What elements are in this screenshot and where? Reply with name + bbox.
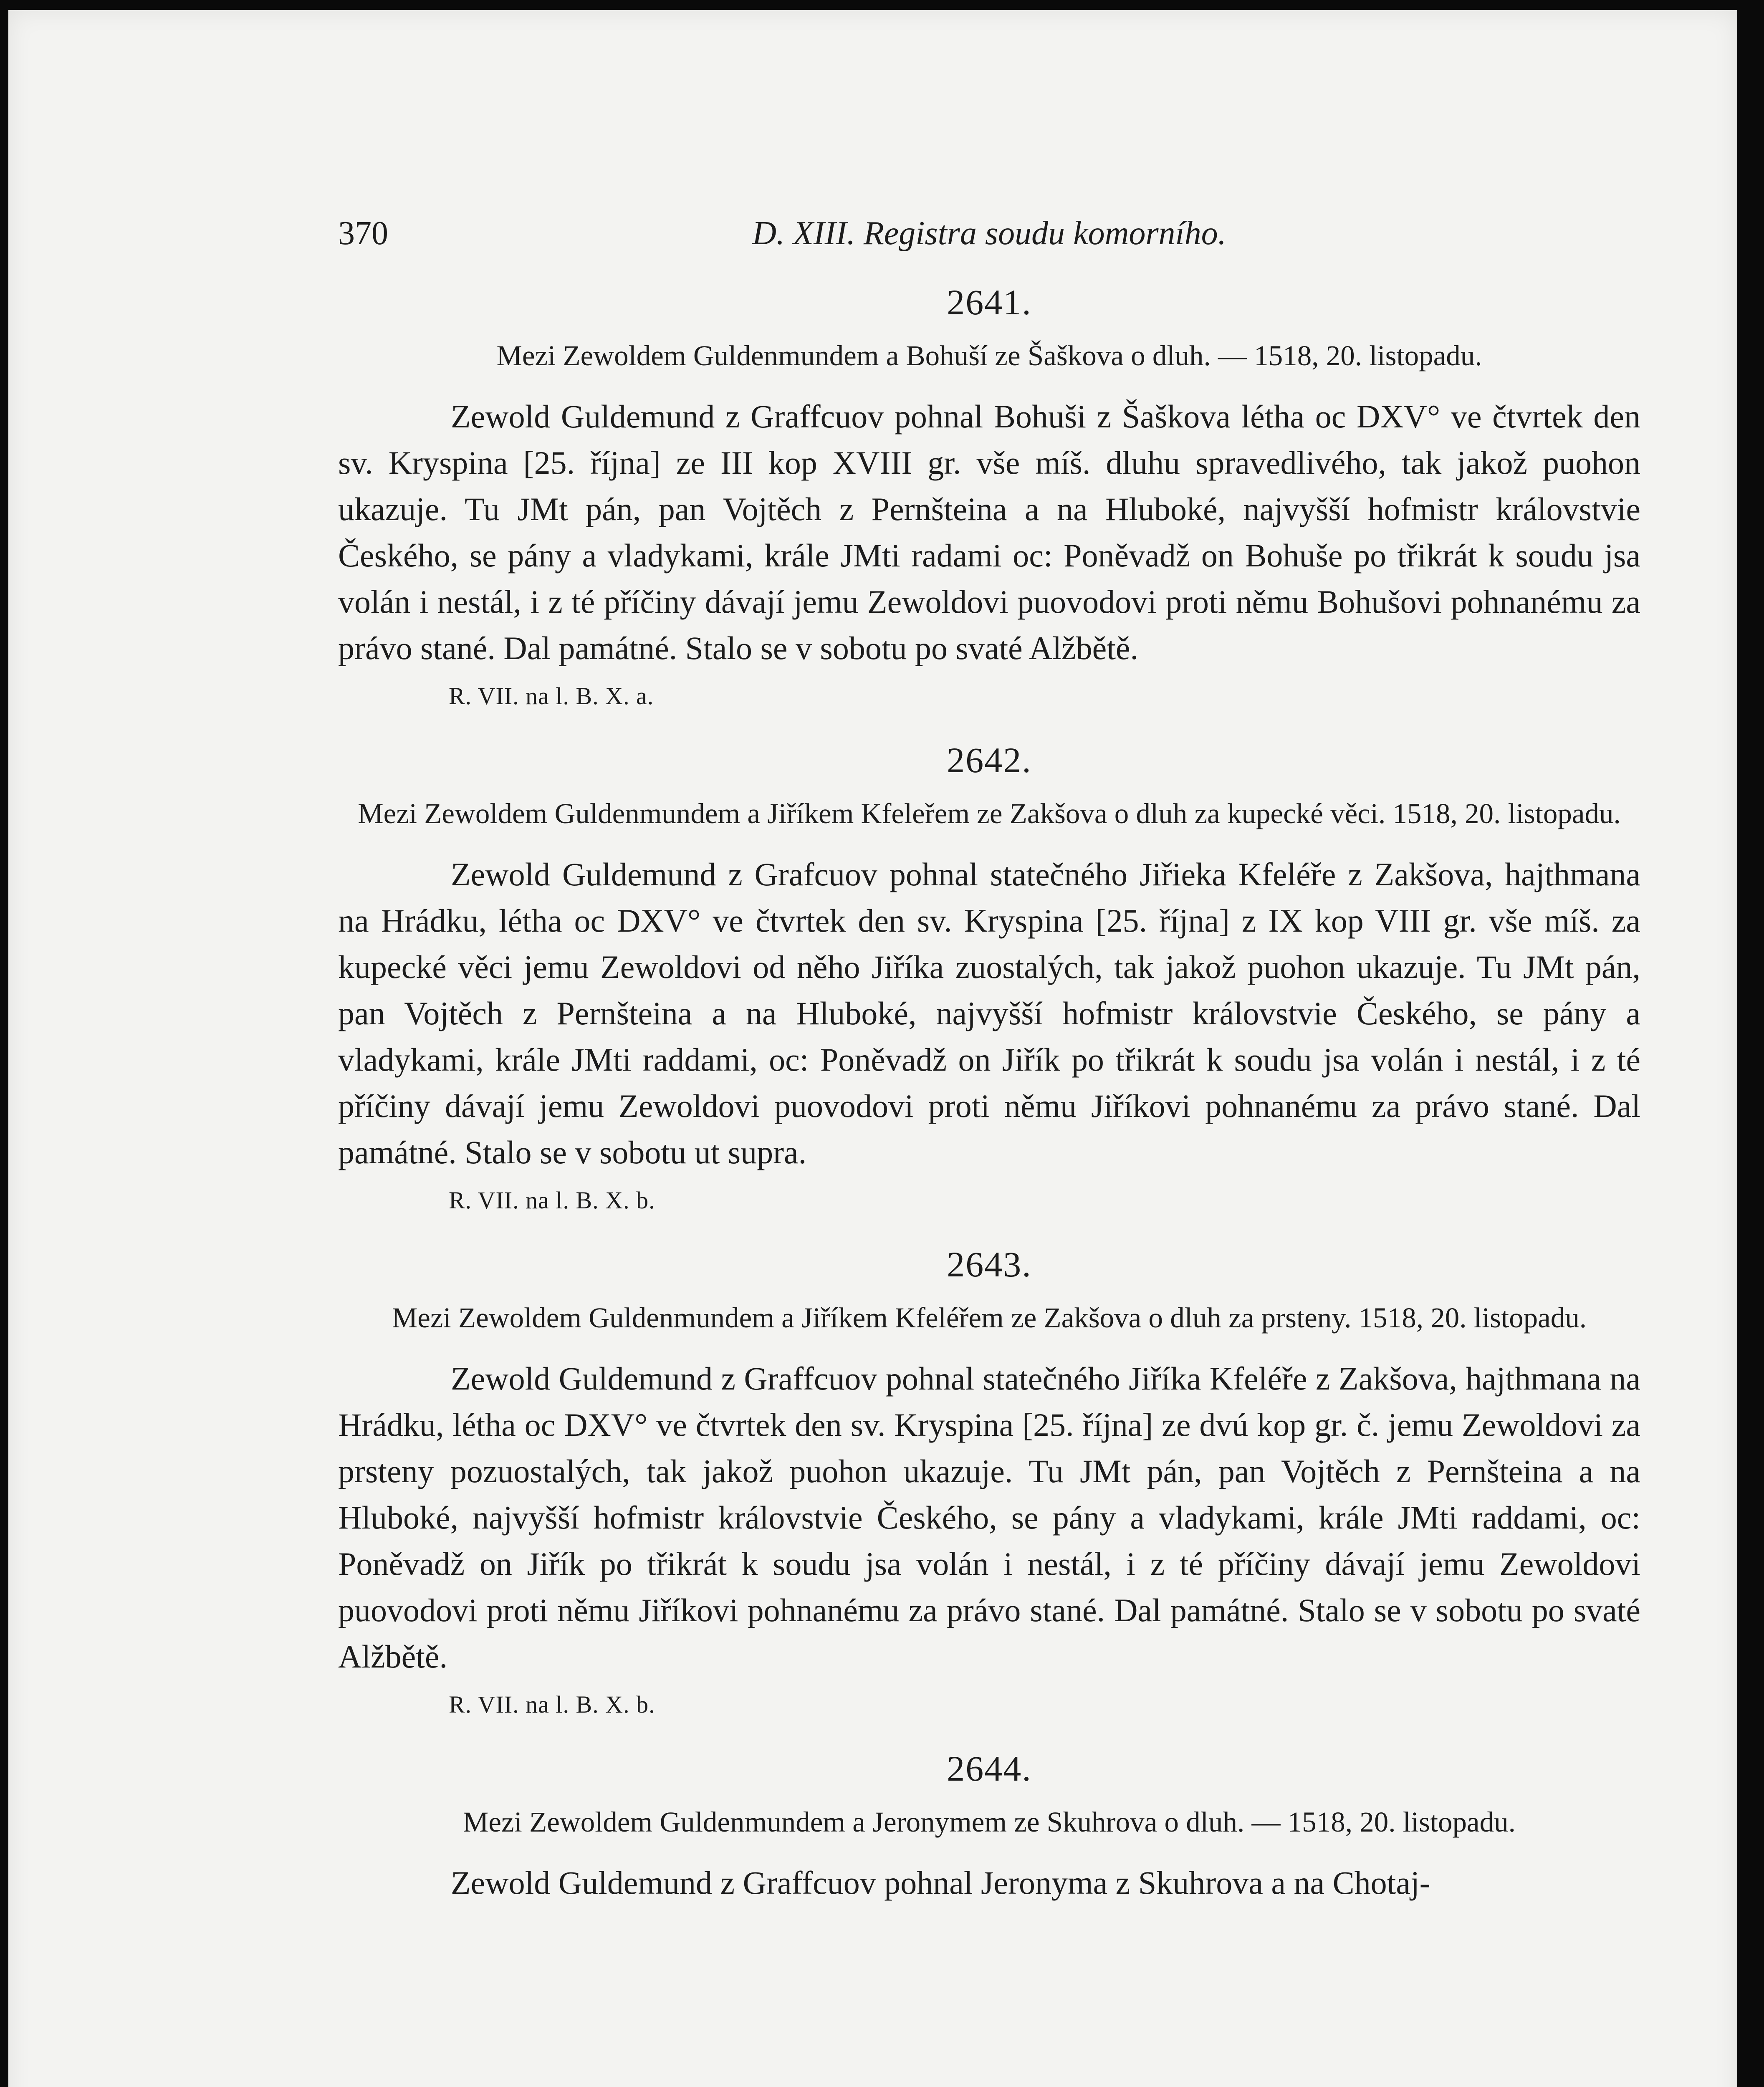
entry-source: R. VII. na l. B. X. b.	[449, 1691, 655, 1718]
entry-body: Zewold Guldemund z Graffcuov pohnal Bohuši z Šaškova létha oc DXV° ve čtvrtek den sv. Kryspina [25. října] ze III kop XVIII gr. vše míš. dluhu spravedlivého, tak jakož puohon ukazuje. Tu JMt pán, pan Vojtěch z Pernšteina a na Hluboké, najvyšší hofmistr královstvie Českého, se pány a vladykami, krále JMti radami oc: Poněvadž on Bohuše po třikrát k soudu jsa volán i nestál, i z té příčiny dávají jemu Zewoldovi puovodovi proti němu Bohušovi pohnanému za právo stané. Dal památné. Stalo se v sobotu po svaté Alžbětě.	[338, 398, 1640, 666]
entry-2641	[338, 281, 1640, 710]
entry-number: 2641.	[947, 282, 1032, 322]
running-head	[338, 194, 1640, 252]
entry-source: R. VII. na l. B. X. b.	[449, 1187, 655, 1214]
document-page	[338, 194, 1640, 1906]
entry-number: 2642.	[947, 740, 1032, 780]
entry-body: Zewold Guldemund z Graffcuov pohnal Jeronyma z Skuhrova a na Chotaj-	[451, 1865, 1430, 1901]
entry-body: Zewold Guldemund z Graffcuov pohnal statečného Jiříka Kfeléře z Zakšova, hajthmana na Hrádku, létha oc DXV° ve čtvrtek den sv. Kryspina [25. října] ze dvú kop gr. č. jemu Zewoldovi za prsteny pozuostalých, tak jakož puohon ukazuje. Tu JMt pán, pan Vojtěch z Pernšteina a na Hluboké, najvyšší hofmistr královstvie Českého, se pány a vladykami, krále JMti raddami, oc: Poněvadž on Jiřík po třikrát k soudu jsa volán i nestál, i z té příčiny dávají jemu Zewoldovi puovodovi proti němu Jiříkovi pohnanému za právo stané. Dal památné. Stalo se v sobotu po svaté Alžbětě.	[338, 1360, 1640, 1675]
entry-summary: Mezi Zewoldem Guldenmundem a Jiříkem Kfeléřem ze Zakšova o dluh za prsteny. 1518, 20. listopadu.	[392, 1302, 1587, 1334]
header-title: D. XIII. Registra soudu komorního.	[752, 215, 1226, 252]
entry-body: Zewold Guldemund z Grafcuov pohnal statečného Jiřieka Kfeléře z Zakšova, hajthmana na Hrádku, létha oc DXV° ve čtvrtek den sv. Kryspina [25. října] z IX kop VIII gr. vše míš. za kupecké věci jemu Zewoldovi od něho Jiříka zuostalých, tak jakož puohon ukazuje. Tu JMt pán, pan Vojtěch z Pernšteina a na Hluboké, najvyšší hofmistr královstvie Českého, se pány a vladykami, krále JMti raddami, oc: Poněvadž on Jiřík po třikrát k soudu jsa volán i nestál, i z té příčiny dávají jemu Zewoldovi puovodovi proti němu Jiříkovi pohnanému za právo stané. Dal památné. Stalo se v sobotu ut supra.	[338, 856, 1640, 1170]
entry-number: 2644.	[947, 1748, 1032, 1789]
entry-summary: Mezi Zewoldem Guldenmundem a Bohuší ze Šaškova o dluh. — 1518, 20. listopadu.	[496, 340, 1482, 371]
entry-summary: Mezi Zewoldem Guldenmundem a Jiříkem Kfeleřem ze Zakšova o dluh za kupecké věci. 1518, 20. listopadu.	[358, 798, 1621, 829]
entry-summary: Mezi Zewoldem Guldenmundem a Jeronymem ze Skuhrova o dluh. — 1518, 20. listopadu.	[463, 1806, 1516, 1838]
entry-2642	[338, 739, 1640, 1214]
entry-source: R. VII. na l. B. X. a.	[449, 682, 654, 710]
entry-2643	[338, 1243, 1640, 1718]
entry-2644	[338, 1748, 1640, 1906]
page-number: 370	[338, 215, 388, 252]
entry-number: 2643.	[947, 1244, 1032, 1284]
page-sheet	[8, 10, 1737, 2087]
